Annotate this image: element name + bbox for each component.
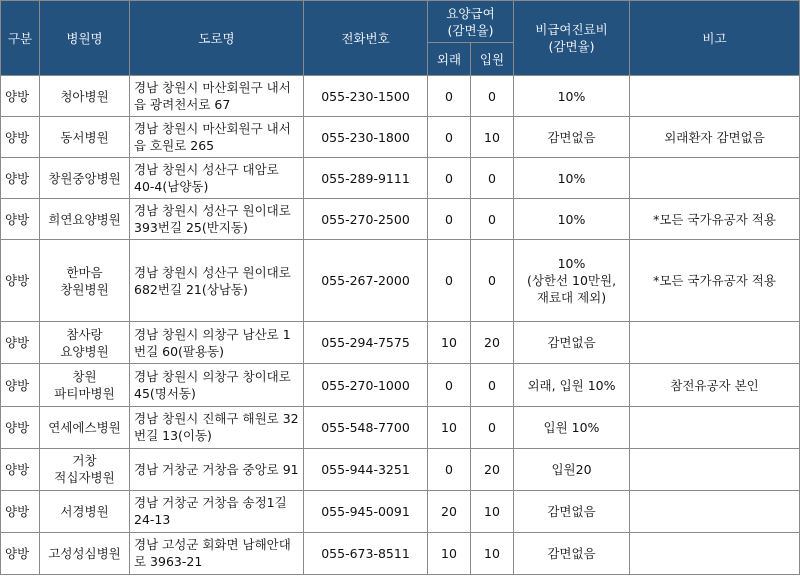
inpatient-rate-cell: 0 — [471, 364, 514, 406]
noninsured-rate-cell: 입원 10% — [514, 406, 630, 448]
remarks-cell — [630, 532, 800, 574]
table-row — [1, 490, 800, 532]
remarks-cell: *모든 국가유공자 적용 — [630, 240, 800, 322]
address-cell: 경남 창원시 진해구 해원로 32번길 13(이동) — [130, 406, 304, 448]
address-cell: 경남 창원시 의창구 창이대로 45(명서동) — [130, 364, 304, 406]
remarks-cell — [630, 448, 800, 490]
table-row — [1, 76, 800, 117]
hospital-name-cell: 창원중앙병원 — [40, 158, 130, 199]
hospital-name-cell: 거창 적십자병원 — [40, 448, 130, 490]
table-row — [1, 532, 800, 574]
hospital-name-cell: 창원 파티마병원 — [40, 364, 130, 406]
table-row — [1, 199, 800, 240]
noninsured-rate-cell: 10% — [514, 199, 630, 240]
table-row — [1, 240, 800, 322]
address-cell: 경남 거창군 거창읍 송정1길 24-13 — [130, 490, 304, 532]
header-inpatient: 입원 — [471, 43, 514, 76]
outpatient-rate-cell: 10 — [428, 322, 471, 364]
address-cell: 경남 고성군 회화면 남해안대로 3963-21 — [130, 532, 304, 574]
table-row — [1, 448, 800, 490]
inpatient-rate-cell: 10 — [471, 490, 514, 532]
table-row — [1, 322, 800, 364]
noninsured-rate-cell: 입원20 — [514, 448, 630, 490]
address-cell: 경남 거창군 거창읍 중앙로 91 — [130, 448, 304, 490]
phone-cell: 055-267-2000 — [304, 240, 428, 322]
outpatient-rate-cell: 0 — [428, 199, 471, 240]
address-cell: 경남 창원시 성산구 대암로 40-4(남양동) — [130, 158, 304, 199]
remarks-cell — [630, 76, 800, 117]
table-row — [1, 158, 800, 199]
outpatient-rate-cell: 0 — [428, 448, 471, 490]
phone-cell: 055-270-1000 — [304, 364, 428, 406]
inpatient-rate-cell: 10 — [471, 117, 514, 158]
phone-cell: 055-945-0091 — [304, 490, 428, 532]
hospital-name-cell: 동서병원 — [40, 117, 130, 158]
inpatient-rate-cell: 20 — [471, 448, 514, 490]
header-address: 도로명 — [130, 1, 304, 76]
remarks-cell — [630, 406, 800, 448]
remarks-cell: 참전유공자 본인 — [630, 364, 800, 406]
phone-cell: 055-294-7575 — [304, 322, 428, 364]
hospital-name-cell: 희연요양병원 — [40, 199, 130, 240]
hospital-name-cell: 연세에스병원 — [40, 406, 130, 448]
phone-cell: 055-270-2500 — [304, 199, 428, 240]
address-cell: 경남 창원시 마산회원구 내서읍 호원로 265 — [130, 117, 304, 158]
address-cell: 경남 창원시 성산구 원이대로393번길 25(반지동) — [130, 199, 304, 240]
inpatient-rate-cell: 0 — [471, 406, 514, 448]
noninsured-rate-cell: 감면없음 — [514, 117, 630, 158]
type-cell: 양방 — [1, 532, 40, 574]
type-cell: 양방 — [1, 199, 40, 240]
header-noninsured: 비급여진료비 (감면율) — [514, 1, 630, 76]
outpatient-rate-cell: 10 — [428, 406, 471, 448]
type-cell: 양방 — [1, 364, 40, 406]
type-cell: 양방 — [1, 322, 40, 364]
outpatient-rate-cell: 0 — [428, 76, 471, 117]
type-cell: 양방 — [1, 117, 40, 158]
hospital-name-cell: 청아병원 — [40, 76, 130, 117]
type-cell: 양방 — [1, 240, 40, 322]
outpatient-rate-cell: 20 — [428, 490, 471, 532]
type-cell: 양방 — [1, 406, 40, 448]
outpatient-rate-cell: 0 — [428, 117, 471, 158]
noninsured-rate-cell: 10% — [514, 76, 630, 117]
remarks-cell — [630, 490, 800, 532]
phone-cell: 055-230-1500 — [304, 76, 428, 117]
type-cell: 양방 — [1, 490, 40, 532]
address-cell: 경남 창원시 의창구 남산로 1번길 60(팔용동) — [130, 322, 304, 364]
hospital-name-cell: 한마음 창원병원 — [40, 240, 130, 322]
outpatient-rate-cell: 0 — [428, 158, 471, 199]
inpatient-rate-cell: 0 — [471, 76, 514, 117]
noninsured-rate-cell: 10% (상한선 10만원, 재료대 제외) — [514, 240, 630, 322]
address-cell: 경남 창원시 마산회원구 내서읍 광려천서로 67 — [130, 76, 304, 117]
outpatient-rate-cell: 10 — [428, 532, 471, 574]
outpatient-rate-cell: 0 — [428, 240, 471, 322]
hospital-name-cell: 서경병원 — [40, 490, 130, 532]
outpatient-rate-cell: 0 — [428, 364, 471, 406]
type-cell: 양방 — [1, 448, 40, 490]
noninsured-rate-cell: 감면없음 — [514, 532, 630, 574]
header-type: 구분 — [1, 1, 40, 76]
noninsured-rate-cell: 감면없음 — [514, 322, 630, 364]
noninsured-rate-cell: 10% — [514, 158, 630, 199]
noninsured-rate-cell: 감면없음 — [514, 490, 630, 532]
noninsured-rate-cell: 외래, 입원 10% — [514, 364, 630, 406]
hospital-name-cell: 참사랑 요양병원 — [40, 322, 130, 364]
inpatient-rate-cell: 0 — [471, 199, 514, 240]
inpatient-rate-cell: 0 — [471, 158, 514, 199]
header-insured: 요양급여 (감면율) — [428, 1, 514, 43]
phone-cell: 055-944-3251 — [304, 448, 428, 490]
remarks-cell — [630, 322, 800, 364]
hospital-name-cell: 고성성심병원 — [40, 532, 130, 574]
phone-cell: 055-673-8511 — [304, 532, 428, 574]
header-remarks: 비고 — [630, 1, 800, 76]
inpatient-rate-cell: 10 — [471, 532, 514, 574]
remarks-cell — [630, 158, 800, 199]
inpatient-rate-cell: 0 — [471, 240, 514, 322]
type-cell: 양방 — [1, 76, 40, 117]
header-hospital: 병원명 — [40, 1, 130, 76]
phone-cell: 055-548-7700 — [304, 406, 428, 448]
table-row — [1, 117, 800, 158]
table-row — [1, 406, 800, 448]
header-outpatient: 외래 — [428, 43, 471, 76]
phone-cell: 055-289-9111 — [304, 158, 428, 199]
table-row — [1, 364, 800, 406]
phone-cell: 055-230-1800 — [304, 117, 428, 158]
header-phone: 전화번호 — [304, 1, 428, 76]
type-cell: 양방 — [1, 158, 40, 199]
remarks-cell: *모든 국가유공자 적용 — [630, 199, 800, 240]
address-cell: 경남 창원시 성산구 원이대로682번길 21(상남동) — [130, 240, 304, 322]
inpatient-rate-cell: 20 — [471, 322, 514, 364]
remarks-cell: 외래환자 감면없음 — [630, 117, 800, 158]
